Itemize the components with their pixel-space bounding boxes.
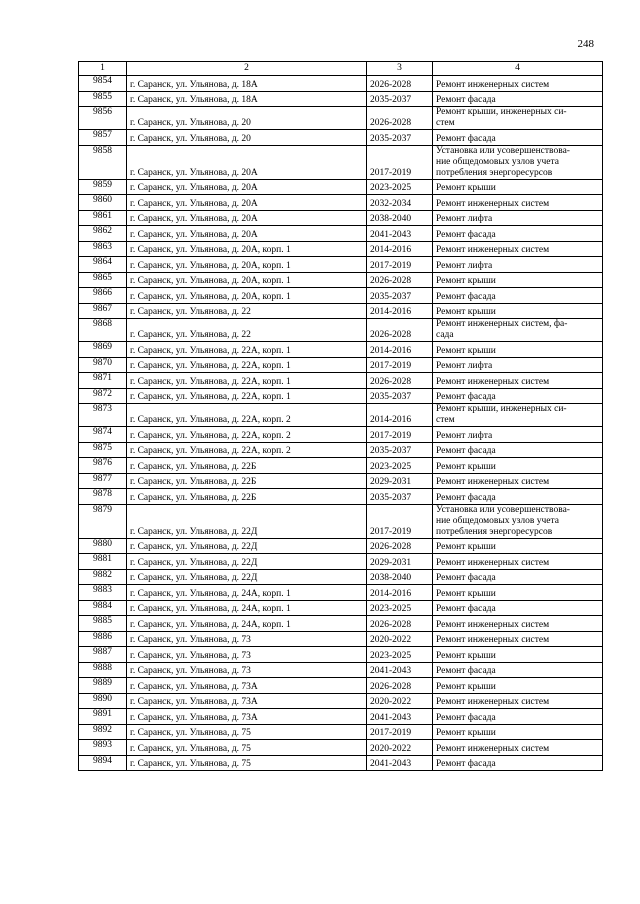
work-type-cell: Установка или усовершенствова- ние общедомовых узлов учета потребления энергоресурсов bbox=[433, 504, 603, 538]
address-cell: г. Саранск, ул. Ульянова, д. 73А bbox=[127, 693, 367, 709]
work-type-cell: Ремонт фасада bbox=[433, 569, 603, 585]
period-cell: 2026-2028 bbox=[367, 373, 433, 389]
row-number-cell: 9857 bbox=[79, 130, 127, 146]
row-number-cell: 9858 bbox=[79, 145, 127, 179]
address-cell: г. Саранск, ул. Ульянова, д. 22А, корп. 1 bbox=[127, 373, 367, 389]
work-type-cell: Ремонт фасада bbox=[433, 388, 603, 404]
table-row bbox=[79, 130, 603, 146]
period-cell: 2014-2016 bbox=[367, 241, 433, 257]
table-row bbox=[79, 504, 603, 538]
table-row bbox=[79, 709, 603, 725]
table-row bbox=[79, 107, 603, 130]
period-cell: 2026-2028 bbox=[367, 319, 433, 342]
period-cell: 2041-2043 bbox=[367, 709, 433, 725]
table-row bbox=[79, 616, 603, 632]
row-number-cell: 9872 bbox=[79, 388, 127, 404]
address-cell: г. Саранск, ул. Ульянова, д. 22А, корп. 2 bbox=[127, 442, 367, 458]
work-type-cell: Ремонт инженерных систем bbox=[433, 373, 603, 389]
row-number-cell: 9887 bbox=[79, 647, 127, 663]
address-cell: г. Саранск, ул. Ульянова, д. 24А, корп. 1 bbox=[127, 600, 367, 616]
table-row bbox=[79, 145, 603, 179]
table-row bbox=[79, 662, 603, 678]
row-number-cell: 9878 bbox=[79, 489, 127, 505]
address-cell: г. Саранск, ул. Ульянова, д. 22А, корп. 1 bbox=[127, 342, 367, 358]
row-number-cell: 9875 bbox=[79, 442, 127, 458]
period-cell: 2029-2031 bbox=[367, 473, 433, 489]
address-cell: г. Саранск, ул. Ульянова, д. 20А bbox=[127, 145, 367, 179]
table-row bbox=[79, 257, 603, 273]
period-cell: 2035-2037 bbox=[367, 130, 433, 146]
table-row bbox=[79, 693, 603, 709]
period-cell: 2026-2028 bbox=[367, 272, 433, 288]
period-cell: 2023-2025 bbox=[367, 600, 433, 616]
row-number-cell: 9882 bbox=[79, 569, 127, 585]
repair-schedule-table bbox=[78, 61, 603, 771]
row-number-cell: 9873 bbox=[79, 404, 127, 427]
row-number-cell: 9888 bbox=[79, 662, 127, 678]
period-cell: 2038-2040 bbox=[367, 569, 433, 585]
table-row bbox=[79, 631, 603, 647]
work-type-cell: Ремонт крыши bbox=[433, 724, 603, 740]
work-type-cell: Ремонт крыши bbox=[433, 179, 603, 195]
address-cell: г. Саранск, ул. Ульянова, д. 73А bbox=[127, 678, 367, 694]
period-cell: 2014-2016 bbox=[367, 342, 433, 358]
table-row bbox=[79, 600, 603, 616]
work-type-cell: Ремонт инженерных систем bbox=[433, 76, 603, 92]
address-cell: г. Саранск, ул. Ульянова, д. 18А bbox=[127, 91, 367, 107]
work-type-cell: Ремонт фасада bbox=[433, 288, 603, 304]
address-cell: г. Саранск, ул. Ульянова, д. 20А bbox=[127, 210, 367, 226]
address-cell: г. Саранск, ул. Ульянова, д. 22 bbox=[127, 319, 367, 342]
row-number-cell: 9886 bbox=[79, 631, 127, 647]
period-cell: 2041-2043 bbox=[367, 662, 433, 678]
work-type-cell: Ремонт крыши bbox=[433, 272, 603, 288]
work-type-cell: Ремонт инженерных систем bbox=[433, 616, 603, 632]
column-header-1: 1 bbox=[79, 62, 127, 76]
period-cell: 2020-2022 bbox=[367, 693, 433, 709]
address-cell: г. Саранск, ул. Ульянова, д. 73 bbox=[127, 647, 367, 663]
period-cell: 2017-2019 bbox=[367, 357, 433, 373]
work-type-cell: Ремонт крыши bbox=[433, 585, 603, 601]
table-row bbox=[79, 288, 603, 304]
table-row bbox=[79, 724, 603, 740]
table-row bbox=[79, 740, 603, 756]
work-type-cell: Ремонт фасада bbox=[433, 489, 603, 505]
address-cell: г. Саранск, ул. Ульянова, д. 22Д bbox=[127, 538, 367, 554]
work-type-cell: Ремонт инженерных систем bbox=[433, 195, 603, 211]
row-number-cell: 9892 bbox=[79, 724, 127, 740]
address-cell: г. Саранск, ул. Ульянова, д. 73А bbox=[127, 709, 367, 725]
period-cell: 2026-2028 bbox=[367, 76, 433, 92]
table-row bbox=[79, 427, 603, 443]
row-number-cell: 9891 bbox=[79, 709, 127, 725]
row-number-cell: 9870 bbox=[79, 357, 127, 373]
address-cell: г. Саранск, ул. Ульянова, д. 22Д bbox=[127, 569, 367, 585]
address-cell: г. Саранск, ул. Ульянова, д. 22Б bbox=[127, 489, 367, 505]
period-cell: 2023-2025 bbox=[367, 647, 433, 663]
period-cell: 2026-2028 bbox=[367, 678, 433, 694]
row-number-cell: 9859 bbox=[79, 179, 127, 195]
row-number-cell: 9869 bbox=[79, 342, 127, 358]
work-type-cell: Ремонт инженерных систем bbox=[433, 693, 603, 709]
work-type-cell: Ремонт инженерных систем bbox=[433, 740, 603, 756]
period-cell: 2026-2028 bbox=[367, 616, 433, 632]
row-number-cell: 9861 bbox=[79, 210, 127, 226]
row-number-cell: 9885 bbox=[79, 616, 127, 632]
table-row bbox=[79, 647, 603, 663]
row-number-cell: 9866 bbox=[79, 288, 127, 304]
work-type-cell: Ремонт инженерных систем bbox=[433, 241, 603, 257]
work-type-cell: Ремонт крыши bbox=[433, 342, 603, 358]
period-cell: 2017-2019 bbox=[367, 504, 433, 538]
address-cell: г. Саранск, ул. Ульянова, д. 24А, корп. 1 bbox=[127, 585, 367, 601]
period-cell: 2017-2019 bbox=[367, 427, 433, 443]
column-header-4: 4 bbox=[433, 62, 603, 76]
work-type-cell: Ремонт лифта bbox=[433, 257, 603, 273]
table-row bbox=[79, 179, 603, 195]
work-type-cell: Ремонт крыши bbox=[433, 538, 603, 554]
period-cell: 2035-2037 bbox=[367, 91, 433, 107]
work-type-cell: Установка или усовершенствова- ние общедомовых узлов учета потребления энергоресурсов bbox=[433, 145, 603, 179]
period-cell: 2017-2019 bbox=[367, 257, 433, 273]
address-cell: г. Саранск, ул. Ульянова, д. 22А, корп. 2 bbox=[127, 404, 367, 427]
period-cell: 2026-2028 bbox=[367, 107, 433, 130]
table-row bbox=[79, 373, 603, 389]
address-cell: г. Саранск, ул. Ульянова, д. 20А bbox=[127, 226, 367, 242]
table-row bbox=[79, 569, 603, 585]
page-number: 248 bbox=[577, 38, 594, 50]
table-row bbox=[79, 585, 603, 601]
row-number-cell: 9871 bbox=[79, 373, 127, 389]
work-type-cell: Ремонт крыши bbox=[433, 647, 603, 663]
work-type-cell: Ремонт фасада bbox=[433, 442, 603, 458]
table-row bbox=[79, 357, 603, 373]
table-row bbox=[79, 76, 603, 92]
address-cell: г. Саранск, ул. Ульянова, д. 18А bbox=[127, 76, 367, 92]
address-cell: г. Саранск, ул. Ульянова, д. 22Д bbox=[127, 504, 367, 538]
address-cell: г. Саранск, ул. Ульянова, д. 73 bbox=[127, 631, 367, 647]
row-number-cell: 9881 bbox=[79, 554, 127, 570]
address-cell: г. Саранск, ул. Ульянова, д. 20 bbox=[127, 130, 367, 146]
column-header-3: 3 bbox=[367, 62, 433, 76]
work-type-cell: Ремонт инженерных систем, фа- сада bbox=[433, 319, 603, 342]
row-number-cell: 9877 bbox=[79, 473, 127, 489]
period-cell: 2041-2043 bbox=[367, 226, 433, 242]
table-row bbox=[79, 91, 603, 107]
address-cell: г. Саранск, ул. Ульянова, д. 20 bbox=[127, 107, 367, 130]
period-cell: 2017-2019 bbox=[367, 724, 433, 740]
work-type-cell: Ремонт крыши, инженерных си- стем bbox=[433, 107, 603, 130]
work-type-cell: Ремонт крыши bbox=[433, 303, 603, 319]
period-cell: 2014-2016 bbox=[367, 404, 433, 427]
row-number-cell: 9893 bbox=[79, 740, 127, 756]
period-cell: 2035-2037 bbox=[367, 388, 433, 404]
address-cell: г. Саранск, ул. Ульянова, д. 75 bbox=[127, 755, 367, 771]
period-cell: 2038-2040 bbox=[367, 210, 433, 226]
row-number-cell: 9863 bbox=[79, 241, 127, 257]
work-type-cell: Ремонт фасада bbox=[433, 130, 603, 146]
address-cell: г. Саранск, ул. Ульянова, д. 22Б bbox=[127, 473, 367, 489]
work-type-cell: Ремонт фасада bbox=[433, 662, 603, 678]
table-row bbox=[79, 388, 603, 404]
row-number-cell: 9876 bbox=[79, 458, 127, 474]
table-row bbox=[79, 272, 603, 288]
address-cell: г. Саранск, ул. Ульянова, д. 75 bbox=[127, 724, 367, 740]
period-cell: 2017-2019 bbox=[367, 145, 433, 179]
work-type-cell: Ремонт фасада bbox=[433, 226, 603, 242]
row-number-cell: 9865 bbox=[79, 272, 127, 288]
work-type-cell: Ремонт фасада bbox=[433, 755, 603, 771]
row-number-cell: 9860 bbox=[79, 195, 127, 211]
address-cell: г. Саранск, ул. Ульянова, д. 20А, корп. 1 bbox=[127, 257, 367, 273]
table-row bbox=[79, 678, 603, 694]
row-number-cell: 9855 bbox=[79, 91, 127, 107]
address-cell: г. Саранск, ул. Ульянова, д. 20А bbox=[127, 179, 367, 195]
period-cell: 2023-2025 bbox=[367, 458, 433, 474]
work-type-cell: Ремонт лифта bbox=[433, 210, 603, 226]
work-type-cell: Ремонт фасада bbox=[433, 600, 603, 616]
row-number-cell: 9879 bbox=[79, 504, 127, 538]
table-row bbox=[79, 404, 603, 427]
period-cell: 2014-2016 bbox=[367, 303, 433, 319]
table-row bbox=[79, 342, 603, 358]
address-cell: г. Саранск, ул. Ульянова, д. 22Б bbox=[127, 458, 367, 474]
table-row bbox=[79, 458, 603, 474]
address-cell: г. Саранск, ул. Ульянова, д. 20А, корп. 1 bbox=[127, 272, 367, 288]
period-cell: 2023-2025 bbox=[367, 179, 433, 195]
work-type-cell: Ремонт лифта bbox=[433, 357, 603, 373]
table-row bbox=[79, 210, 603, 226]
row-number-cell: 9889 bbox=[79, 678, 127, 694]
table-row bbox=[79, 538, 603, 554]
work-type-cell: Ремонт крыши bbox=[433, 678, 603, 694]
period-cell: 2020-2022 bbox=[367, 740, 433, 756]
row-number-cell: 9880 bbox=[79, 538, 127, 554]
row-number-cell: 9883 bbox=[79, 585, 127, 601]
address-cell: г. Саранск, ул. Ульянова, д. 22 bbox=[127, 303, 367, 319]
period-cell: 2035-2037 bbox=[367, 489, 433, 505]
row-number-cell: 9894 bbox=[79, 755, 127, 771]
table-row bbox=[79, 241, 603, 257]
work-type-cell: Ремонт крыши bbox=[433, 458, 603, 474]
address-cell: г. Саранск, ул. Ульянова, д. 22А, корп. 1 bbox=[127, 388, 367, 404]
address-cell: г. Саранск, ул. Ульянова, д. 22Д bbox=[127, 554, 367, 570]
address-cell: г. Саранск, ул. Ульянова, д. 22А, корп. 2 bbox=[127, 427, 367, 443]
row-number-cell: 9862 bbox=[79, 226, 127, 242]
table-body bbox=[79, 76, 603, 771]
work-type-cell: Ремонт лифта bbox=[433, 427, 603, 443]
period-cell: 2026-2028 bbox=[367, 538, 433, 554]
row-number-cell: 9864 bbox=[79, 257, 127, 273]
work-type-cell: Ремонт инженерных систем bbox=[433, 554, 603, 570]
period-cell: 2020-2022 bbox=[367, 631, 433, 647]
row-number-cell: 9854 bbox=[79, 76, 127, 92]
row-number-cell: 9856 bbox=[79, 107, 127, 130]
period-cell: 2029-2031 bbox=[367, 554, 433, 570]
column-header-2: 2 bbox=[127, 62, 367, 76]
row-number-cell: 9874 bbox=[79, 427, 127, 443]
work-type-cell: Ремонт крыши, инженерных си- стем bbox=[433, 404, 603, 427]
table-row bbox=[79, 755, 603, 771]
table-row bbox=[79, 195, 603, 211]
address-cell: г. Саранск, ул. Ульянова, д. 73 bbox=[127, 662, 367, 678]
row-number-cell: 9868 bbox=[79, 319, 127, 342]
period-cell: 2041-2043 bbox=[367, 755, 433, 771]
address-cell: г. Саранск, ул. Ульянова, д. 75 bbox=[127, 740, 367, 756]
table-row bbox=[79, 226, 603, 242]
period-cell: 2014-2016 bbox=[367, 585, 433, 601]
address-cell: г. Саранск, ул. Ульянова, д. 20А, корп. 1 bbox=[127, 241, 367, 257]
period-cell: 2035-2037 bbox=[367, 288, 433, 304]
table-header-row bbox=[79, 62, 603, 76]
row-number-cell: 9890 bbox=[79, 693, 127, 709]
period-cell: 2035-2037 bbox=[367, 442, 433, 458]
table-row bbox=[79, 319, 603, 342]
table-row bbox=[79, 489, 603, 505]
period-cell: 2032-2034 bbox=[367, 195, 433, 211]
row-number-cell: 9867 bbox=[79, 303, 127, 319]
work-type-cell: Ремонт инженерных систем bbox=[433, 473, 603, 489]
row-number-cell: 9884 bbox=[79, 600, 127, 616]
address-cell: г. Саранск, ул. Ульянова, д. 22А, корп. 1 bbox=[127, 357, 367, 373]
address-cell: г. Саранск, ул. Ульянова, д. 20А bbox=[127, 195, 367, 211]
address-cell: г. Саранск, ул. Ульянова, д. 20А, корп. 1 bbox=[127, 288, 367, 304]
work-type-cell: Ремонт инженерных систем bbox=[433, 631, 603, 647]
table-row bbox=[79, 303, 603, 319]
address-cell: г. Саранск, ул. Ульянова, д. 24А, корп. 1 bbox=[127, 616, 367, 632]
table-row bbox=[79, 442, 603, 458]
table-row bbox=[79, 473, 603, 489]
work-type-cell: Ремонт фасада bbox=[433, 709, 603, 725]
table-row bbox=[79, 554, 603, 570]
work-type-cell: Ремонт фасада bbox=[433, 91, 603, 107]
